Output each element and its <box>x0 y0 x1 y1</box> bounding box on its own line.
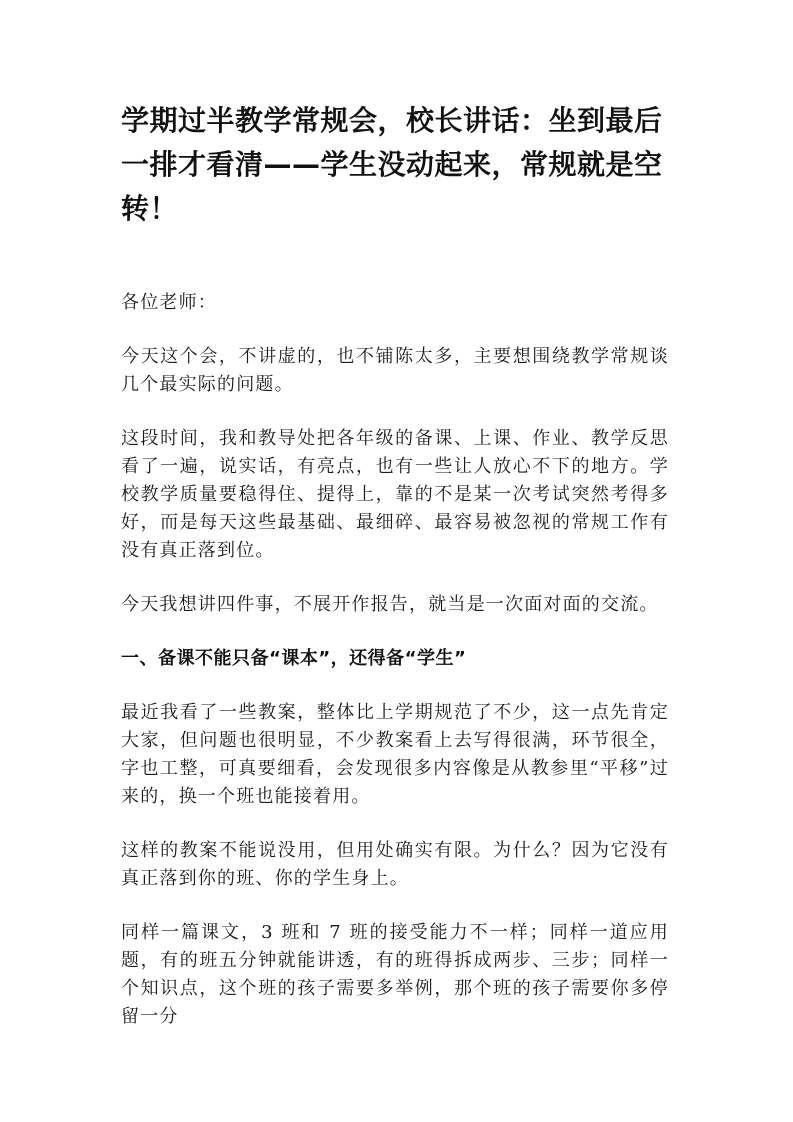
paragraph-class-differences: 同样一篇课文，3 班和 7 班的接受能力不一样；同样一道应用题，有的班五分钟就能讲透，有的班得拆成两步、三步；同样一个知识点，这个班的孩子需要多举例，那个班的孩子需要你多停留一分 <box>121 922 669 1027</box>
document-body <box>121 99 669 1031</box>
paragraph-limited-use: 这样的教案不能说没用，但用处确实有限。为什么？因为它没有真正落到你的班、你的学生身上。 <box>121 840 669 889</box>
paragraph-intro: 今天这个会，不讲虚的，也不铺陈太多，主要想围绕教学常规谈几个最实际的问题。 <box>121 346 669 395</box>
paragraph-lesson-plans: 最近我看了一些教案，整体比上学期规范了不少，这一点先肯定大家，但问题也很明显，不少教案看上去写得很满，环节很全，字也工整，可真要细看，会发现很多内容像是从教参里“平移”过来的，换一个班也能接着用。 <box>121 702 669 807</box>
paragraph-four-points: 今天我想讲四件事，不展开作报告，就当是一次面对面的交流。 <box>121 594 659 615</box>
greeting: 各位老师： <box>121 292 217 313</box>
document-title: 学期过半教学常规会，校长讲话：坐到最后一排才看清——学生没动起来，常规就是空转！ <box>121 104 663 225</box>
section-heading-1: 一、备课不能只备“课本”，还得备“学生” <box>121 648 467 669</box>
paragraph-review: 这段时间，我和教导处把各年级的备课、上课、作业、教学反思看了一遍，说实话，有亮点，也有一些让人放心不下的地方。学校教学质量要稳得住、提得上，靠的不是某一次考试突然考得多好，而是每天这些最基础、最细碎、最容易被忽视的常规工作有没有真正落到位。 <box>121 428 669 561</box>
